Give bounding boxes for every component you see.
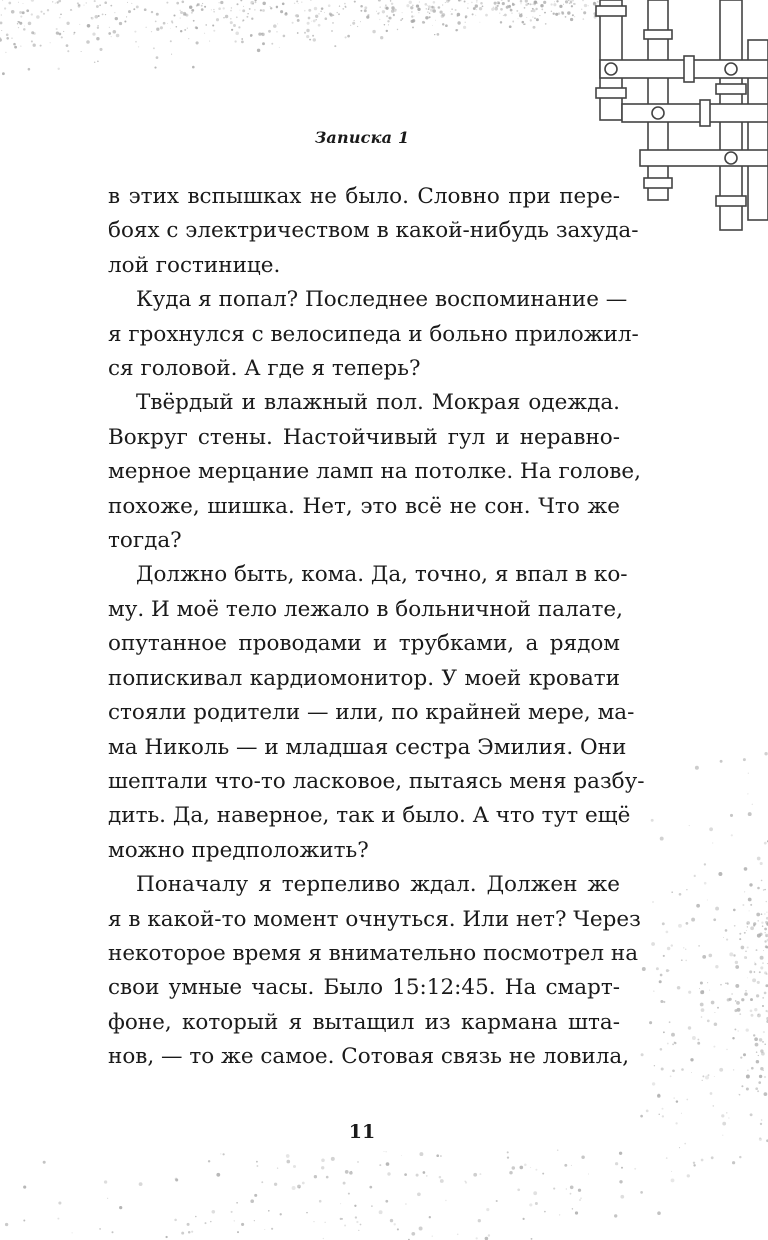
text-line: ма Николь — и младшая сестра Эмилия. Они: [108, 734, 627, 760]
text-line: свои умные часы. Было 15:12:45. На смарт-: [108, 975, 620, 1001]
text-line: можно предположить?: [108, 837, 369, 863]
page-number: 11: [348, 1121, 376, 1143]
paragraph: [108, 386, 641, 558]
text-line: в этих вспышках не было. Словно при пере-: [108, 184, 620, 209]
body-text: [108, 180, 645, 1075]
paragraph: [108, 283, 639, 386]
text-line: лой гостинице.: [108, 252, 281, 278]
text-line: я грохнулся с велосипеда и больно приложил-: [108, 321, 639, 347]
text-line: стояли родители — или, по крайней мере, ма-: [108, 700, 635, 726]
text-line: нов, — то же самое. Сотовая связь не ловила,: [108, 1044, 630, 1070]
text-line: попискивал кардиомонитор. У моей кровати: [108, 665, 620, 691]
pipes-illustration-icon: [596, 0, 768, 230]
paragraph: [108, 558, 645, 868]
text-line: тогда?: [108, 528, 182, 554]
paragraph: [108, 180, 639, 283]
text-line: опутанное проводами и трубками, а рядом: [108, 631, 620, 657]
text-line: боях с электричеством в какой-нибудь захуда-: [108, 218, 639, 244]
text-line: дить. Да, наверное, так и было. А что тут ещё: [108, 803, 631, 829]
text-line: шептали что-то ласковое, пытаясь меня разбу-: [108, 768, 645, 794]
running-header: Записка 1: [314, 128, 410, 147]
text-line: я в какой-то момент очнуться. Или нет? Через: [108, 906, 641, 932]
paragraph: [108, 868, 641, 1074]
text-line: Твёрдый и влажный пол. Мокрая одежда.: [136, 390, 620, 416]
text-line: Должно быть, кома. Да, точно, я впал в ко-: [136, 562, 628, 588]
text-line: похоже, шишка. Нет, это всё не сон. Что же: [108, 493, 620, 519]
text-line: Куда я попал? Последнее воспоминание —: [136, 287, 628, 313]
text-line: Поначалу я терпеливо ждал. Должен же: [136, 872, 620, 898]
text-line: мерное мерцание ламп на потолке. На голове,: [108, 459, 641, 485]
text-line: му. И моё тело лежало в больничной палате,: [108, 596, 623, 622]
text-line: ся головой. А где я теперь?: [108, 356, 421, 382]
text-line: некоторое время я внимательно посмотрел на: [108, 940, 639, 966]
text-line: фоне, который я вытащил из кармана шта-: [108, 1009, 620, 1035]
text-line: Вокруг стены. Настойчивый гул и неравно-: [108, 424, 620, 450]
